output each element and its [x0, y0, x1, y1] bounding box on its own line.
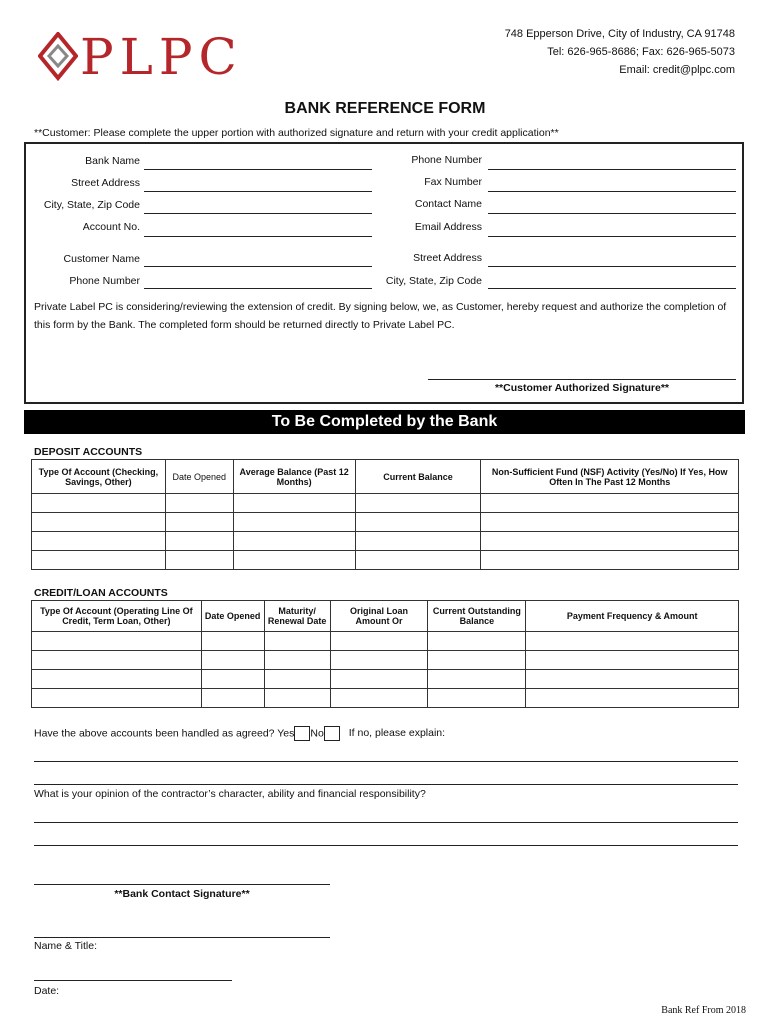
account-no-field[interactable] — [144, 236, 372, 237]
account-no-label: Account No. — [82, 221, 140, 233]
credit-header-original-loan: Original Loan Amount Or — [330, 601, 428, 632]
table-cell[interactable] — [330, 651, 428, 670]
fax-number-field[interactable] — [488, 191, 736, 192]
yes-checkbox[interactable] — [294, 726, 310, 741]
company-logo — [38, 28, 243, 86]
customer-signature-label: **Customer Authorized Signature** — [494, 382, 670, 394]
city-state-zip-field[interactable] — [144, 213, 372, 214]
table-cell[interactable] — [526, 689, 739, 708]
company-address: 748 Epperson Drive, City of Industry, CA 91748 — [504, 28, 735, 40]
table-cell[interactable] — [526, 670, 739, 689]
table-cell[interactable] — [264, 632, 330, 651]
customer-phone-field[interactable] — [144, 288, 372, 289]
logo-wordmark: PLPC — [80, 28, 243, 86]
customer-signature-field[interactable] — [428, 379, 736, 380]
table-cell[interactable] — [32, 513, 166, 532]
street-address-field[interactable] — [144, 191, 372, 192]
date-field[interactable] — [34, 980, 232, 981]
table-cell[interactable] — [330, 670, 428, 689]
table-cell[interactable] — [201, 651, 264, 670]
table-row — [32, 689, 739, 708]
table-cell[interactable] — [330, 689, 428, 708]
authorization-paragraph: Private Label PC is considering/reviewing the extension of credit. By signing below, we, as Customer, hereby request and authorize the completion of this form by the Bank. The completed form should be returned directly to Private Label PC. — [34, 301, 727, 331]
fax-number-label: Fax Number — [424, 176, 482, 188]
table-cell[interactable] — [32, 651, 202, 670]
deposit-header-current-balance: Current Balance — [355, 460, 481, 494]
credit-header-current-outstanding: Current Outstanding Balance — [428, 601, 526, 632]
credit-header-row — [32, 601, 739, 632]
bank-signature-field[interactable] — [34, 884, 330, 885]
credit-header-maturity: Maturity/ Renewal Date — [264, 601, 330, 632]
contact-name-label: Contact Name — [414, 198, 482, 210]
table-cell[interactable] — [165, 494, 233, 513]
customer-city-label: City, State, Zip Code — [385, 275, 482, 287]
customer-street-field[interactable] — [488, 266, 736, 267]
deposit-header-date-opened: Date Opened — [165, 460, 233, 494]
customer-instructions: **Customer: Please complete the upper portion with authorized signature and return with your credit application** — [34, 127, 559, 139]
table-cell[interactable] — [264, 651, 330, 670]
table-cell[interactable] — [330, 632, 428, 651]
table-cell[interactable] — [32, 494, 166, 513]
no-label: No — [310, 727, 324, 740]
table-cell[interactable] — [428, 632, 526, 651]
customer-name-label: Customer Name — [63, 253, 140, 265]
table-cell[interactable] — [481, 494, 739, 513]
email-address-label: Email Address — [414, 221, 482, 233]
explain-label: If no, please explain: — [348, 727, 446, 740]
bank-signature-label: **Bank Contact Signature** — [114, 888, 250, 900]
table-cell[interactable] — [201, 670, 264, 689]
table-cell[interactable] — [428, 670, 526, 689]
table-cell[interactable] — [32, 632, 202, 651]
opinion-line-1[interactable] — [34, 822, 738, 823]
table-cell[interactable] — [355, 532, 481, 551]
table-cell[interactable] — [233, 532, 355, 551]
table-cell[interactable] — [233, 513, 355, 532]
credit-header-payment-frequency: Payment Frequency & Amount — [526, 601, 739, 632]
handled-question-row — [34, 726, 445, 741]
table-cell[interactable] — [481, 532, 739, 551]
no-checkbox[interactable] — [324, 726, 340, 741]
deposit-header-type: Type Of Account (Checking, Savings, Other) — [32, 460, 166, 494]
table-cell[interactable] — [165, 551, 233, 570]
table-row — [32, 670, 739, 689]
phone-number-label: Phone Number — [411, 154, 482, 166]
table-row — [32, 632, 739, 651]
diamond-logo-icon — [38, 32, 78, 84]
company-phone-fax: Tel: 626-965-8686; Fax: 626-965-5073 — [547, 46, 735, 58]
credit-header-type: Type Of Account (Operating Line Of Credit, Term Loan, Other) — [32, 601, 202, 632]
deposit-accounts-title: DEPOSIT ACCOUNTS — [34, 446, 143, 458]
bank-section-banner: To Be Completed by the Bank — [24, 410, 745, 434]
table-cell[interactable] — [526, 651, 739, 670]
date-label: Date: — [34, 985, 60, 997]
table-row — [32, 513, 739, 532]
table-cell[interactable] — [355, 494, 481, 513]
table-cell[interactable] — [233, 494, 355, 513]
table-cell[interactable] — [428, 689, 526, 708]
opinion-question: What is your opinion of the contractor’s character, ability and financial responsibility? — [34, 788, 426, 800]
phone-number-field[interactable] — [488, 169, 736, 170]
deposit-accounts-table — [31, 459, 739, 570]
bank-name-field[interactable] — [144, 169, 372, 170]
customer-street-label: Street Address — [413, 252, 482, 264]
table-row — [32, 651, 739, 670]
table-cell[interactable] — [428, 651, 526, 670]
deposit-header-row — [32, 460, 739, 494]
opinion-line-2[interactable] — [34, 845, 738, 846]
table-cell[interactable] — [201, 632, 264, 651]
handled-question: Have the above accounts been handled as agreed? Yes — [34, 727, 295, 740]
customer-phone-label: Phone Number — [69, 275, 140, 287]
customer-name-field[interactable] — [144, 266, 372, 267]
name-title-label: Name & Title: — [34, 940, 98, 952]
table-cell[interactable] — [32, 670, 202, 689]
table-cell[interactable] — [526, 632, 739, 651]
credit-header-date-opened: Date Opened — [201, 601, 264, 632]
table-cell[interactable] — [165, 532, 233, 551]
contact-name-field[interactable] — [488, 213, 736, 214]
bank-name-label: Bank Name — [85, 155, 140, 167]
table-cell[interactable] — [264, 670, 330, 689]
table-cell[interactable] — [264, 689, 330, 708]
credit-accounts-title: CREDIT/LOAN ACCOUNTS — [34, 587, 168, 599]
company-email: Email: credit@plpc.com — [619, 64, 735, 76]
footer-form-id: Bank Ref From 2018 — [661, 1005, 746, 1016]
customer-city-field[interactable] — [488, 288, 736, 289]
table-cell[interactable] — [165, 513, 233, 532]
table-cell[interactable] — [481, 551, 739, 570]
explain-line-2[interactable] — [34, 784, 738, 785]
city-state-zip-label: City, State, Zip Code — [43, 199, 140, 211]
page-title: BANK REFERENCE FORM — [284, 100, 486, 117]
table-row — [32, 494, 739, 513]
table-row — [32, 551, 739, 570]
table-cell[interactable] — [32, 532, 166, 551]
table-cell[interactable] — [355, 551, 481, 570]
table-cell[interactable] — [201, 689, 264, 708]
table-cell[interactable] — [355, 513, 481, 532]
table-cell[interactable] — [32, 689, 202, 708]
table-row — [32, 532, 739, 551]
street-address-label: Street Address — [71, 177, 140, 189]
deposit-header-nsf: Non-Sufficient Fund (NSF) Activity (Yes/No) If Yes, How Often In The Past 12 Months — [481, 460, 739, 494]
explain-line-1[interactable] — [34, 761, 738, 762]
table-cell[interactable] — [233, 551, 355, 570]
name-title-field[interactable] — [34, 937, 330, 938]
table-cell[interactable] — [481, 513, 739, 532]
email-address-field[interactable] — [488, 236, 736, 237]
table-cell[interactable] — [32, 551, 166, 570]
deposit-header-average-balance: Average Balance (Past 12 Months) — [233, 460, 355, 494]
credit-accounts-table — [31, 600, 739, 708]
